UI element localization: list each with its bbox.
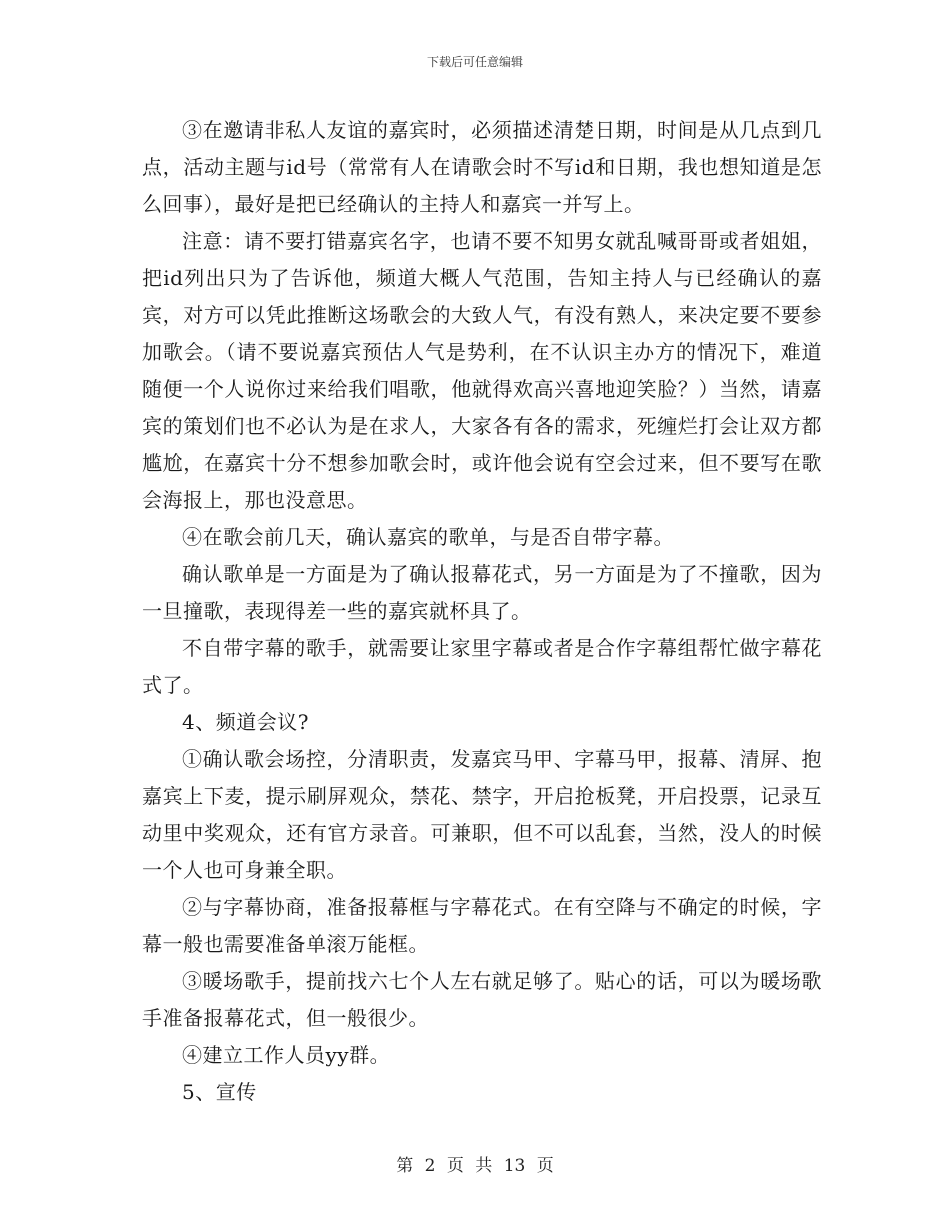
section-heading-promotion: 5、宣传 — [182, 1080, 257, 1104]
page-header: 下载后可任意编辑 — [426, 55, 523, 69]
paragraph-notice: 注意：请不要打错嘉宾名字，也请不要不知男女就乱喊哥哥或者姐姐，把id列出只为了告诉他，频道大概人气范围，告知主持人与已经确认的嘉宾，对方可以凭此推断这场歌会的大致人气，有没有熟人，来决定要不要参加歌会。（请不要说嘉宾预估人气是势利，在不认识主办方的情况下，难道随便一个人说你过来给我们唱歌，他就得欢高兴喜地迎笑脸？）当然，请嘉宾的策划们也不必认为是在求人，大家各有各的需求，死缠烂打会让双方都尴尬，在嘉宾十分不想参加歌会时，或许他会说有空会过来，但不要写在歌会海报上，那也没意思。 — [142, 229, 822, 512]
paragraph-setlist-reason: 确认歌单是一方面是为了确认报幕花式，另一方面是为了不撞歌，因为一旦撞歌，表现得差一些的嘉宾就杯具了。 — [142, 562, 822, 623]
paragraph-subtitle-frames: ②与字幕协商，准备报幕框与字幕花式。在有空降与不确定的时候，字幕一般也需要准备单滚万能框。 — [142, 895, 822, 956]
section-heading-channel-meeting: 4、频道会议? — [182, 710, 309, 734]
page-number: 第 2 页 共 13 页 — [396, 1156, 554, 1176]
paragraph-staff-group: ④建立工作人员yy群。 — [182, 1043, 391, 1067]
paragraph-warmup-singers: ③暖场歌手，提前找六七个人左右就足够了。贴心的话，可以为暖场歌手准备报幕花式，但一般很少。 — [142, 969, 822, 1030]
paragraph-confirm-setlist: ④在歌会前几天，确认嘉宾的歌单，与是否自带字幕。 — [182, 525, 674, 549]
paragraph-field-control: ①确认歌会场控，分清职责，发嘉宾马甲、字幕马甲，报幕、清屏、抱嘉宾上下麦，提示刷屏观众，禁花、禁字，开启抢板凳，开启投票，记录互动里中奖观众，还有官方录音。可兼职，但不可以乱套，当然，没人的时候一个人也可身兼全职。 — [142, 747, 822, 882]
paragraph-subtitles: 不自带字幕的歌手，就需要让家里字幕或者是合作字幕组帮忙做字幕花式了。 — [142, 636, 822, 697]
document-body — [142, 112, 822, 1111]
paragraph-invite-guests: ③在邀请非私人友谊的嘉宾时，必须描述清楚日期，时间是从几点到几点，活动主题与id号（常常有人在请歌会时不写id和日期，我也想知道是怎么回事），最好是把已经确认的主持人和嘉宾一并写上。 — [142, 118, 822, 216]
